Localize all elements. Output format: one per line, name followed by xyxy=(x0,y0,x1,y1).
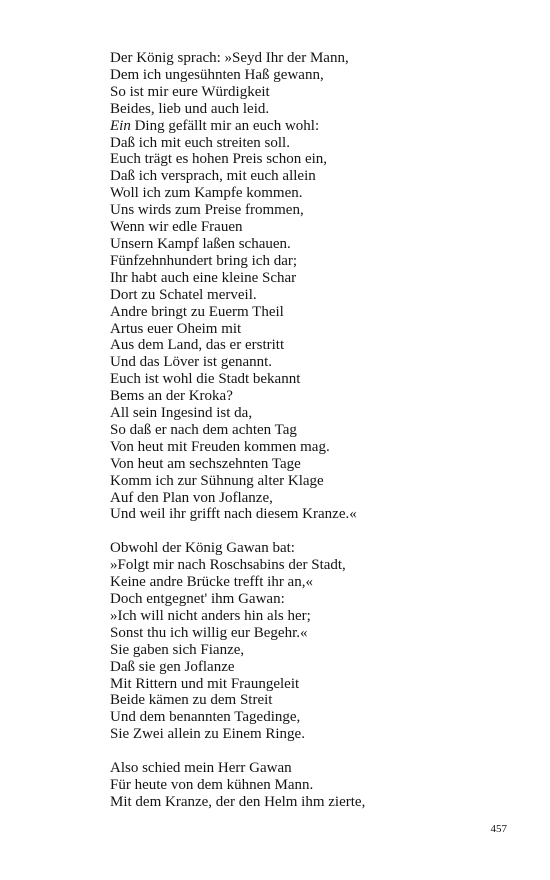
verse-line: Für heute von dem kühnen Mann. xyxy=(110,776,314,793)
verse-line: Aus dem Land, das er erstritt xyxy=(110,337,285,354)
stanza xyxy=(110,50,510,523)
verse-line: Fünfzehnhundert bring ich dar; xyxy=(110,252,298,269)
verse-line: Komm ich zur Sühnung alter Klage xyxy=(110,472,324,489)
poem-text xyxy=(110,50,510,828)
verse-line: Daß sie gen Joflanze xyxy=(110,658,235,675)
verse-line: Unsern Kampf laßen schauen. xyxy=(110,235,291,252)
verse-line: Und das Löver ist genannt. xyxy=(110,354,273,371)
verse-line: Euch trägt es hohen Preis schon ein, xyxy=(110,151,328,168)
verse-line: Dort zu Schatel merveil. xyxy=(110,286,257,303)
verse-line: So ist mir eure Würdigkeit xyxy=(110,83,270,100)
verse-line: Doch entgegnet' ihm Gawan: xyxy=(110,590,285,607)
verse-line: »Folgt mir nach Roschsabins der Stadt, xyxy=(110,557,346,574)
verse-line: Und dem benannten Tagedinge, xyxy=(110,709,301,726)
verse-line: Und weil ihr grifft nach diesem Kranze.« xyxy=(110,506,357,523)
verse-line: Ihr habt auch eine kleine Schar xyxy=(110,269,297,286)
verse-line xyxy=(110,118,510,135)
verse-line: Sie Zwei allein zu Einem Ringe. xyxy=(110,726,305,743)
verse-line: Keine andre Brücke trefft ihr an,« xyxy=(110,574,313,591)
verse-line: Andre bringt zu Euerm Theil xyxy=(110,303,284,320)
verse-line: Mit dem Kranze, der den Helm ihm zierte, xyxy=(110,793,366,810)
verse-line: Mit Rittern und mit Fraungeleit xyxy=(110,675,300,692)
stanza xyxy=(110,540,510,743)
verse-line: Artus euer Oheim mit xyxy=(110,320,242,337)
verse-line: Auf den Plan von Joflanze, xyxy=(110,489,273,506)
stanza xyxy=(110,760,510,811)
verse-line: Von heut mit Freuden kommen mag. xyxy=(110,438,330,455)
verse-line: So daß er nach dem achten Tag xyxy=(110,421,297,438)
verse-line: Euch ist wohl die Stadt bekannt xyxy=(110,371,301,388)
verse-line: Sonst thu ich willig eur Begehr.« xyxy=(110,624,308,641)
verse-line: All sein Ingesind ist da, xyxy=(110,405,253,422)
verse-line: Beide kämen zu dem Streit xyxy=(110,692,273,709)
emphasized-word: Ein xyxy=(110,117,131,134)
verse-line: Obwohl der König Gawan bat: xyxy=(110,540,295,557)
verse-line: Wenn wir edle Frauen xyxy=(110,219,243,236)
verse-line: Woll ich zum Kampfe kommen. xyxy=(110,185,303,202)
verse-line: Bems an der Kroka? xyxy=(110,388,233,405)
verse-line-rest: Ding gefällt mir an euch wohl: xyxy=(130,117,320,134)
verse-line: Also schied mein Herr Gawan xyxy=(110,760,292,777)
verse-line: Der König sprach: »Seyd Ihr der Mann, xyxy=(110,50,349,66)
verse-line: Beides, lieb und auch leid. xyxy=(110,100,270,117)
verse-line: Uns wirds zum Preise frommen, xyxy=(110,202,304,219)
verse-line: Sie gaben sich Fianze, xyxy=(110,641,245,658)
page-number: 457 xyxy=(490,823,507,835)
verse-line: Daß ich mit euch streiten soll. xyxy=(110,134,290,151)
verse-line: Dem ich ungesühnten Haß gewann, xyxy=(110,66,324,83)
verse-line: Von heut am sechszehnten Tage xyxy=(110,455,301,472)
verse-line: »Ich will nicht anders hin als her; xyxy=(110,607,311,624)
verse-line: Daß ich versprach, mit euch allein xyxy=(110,168,316,185)
